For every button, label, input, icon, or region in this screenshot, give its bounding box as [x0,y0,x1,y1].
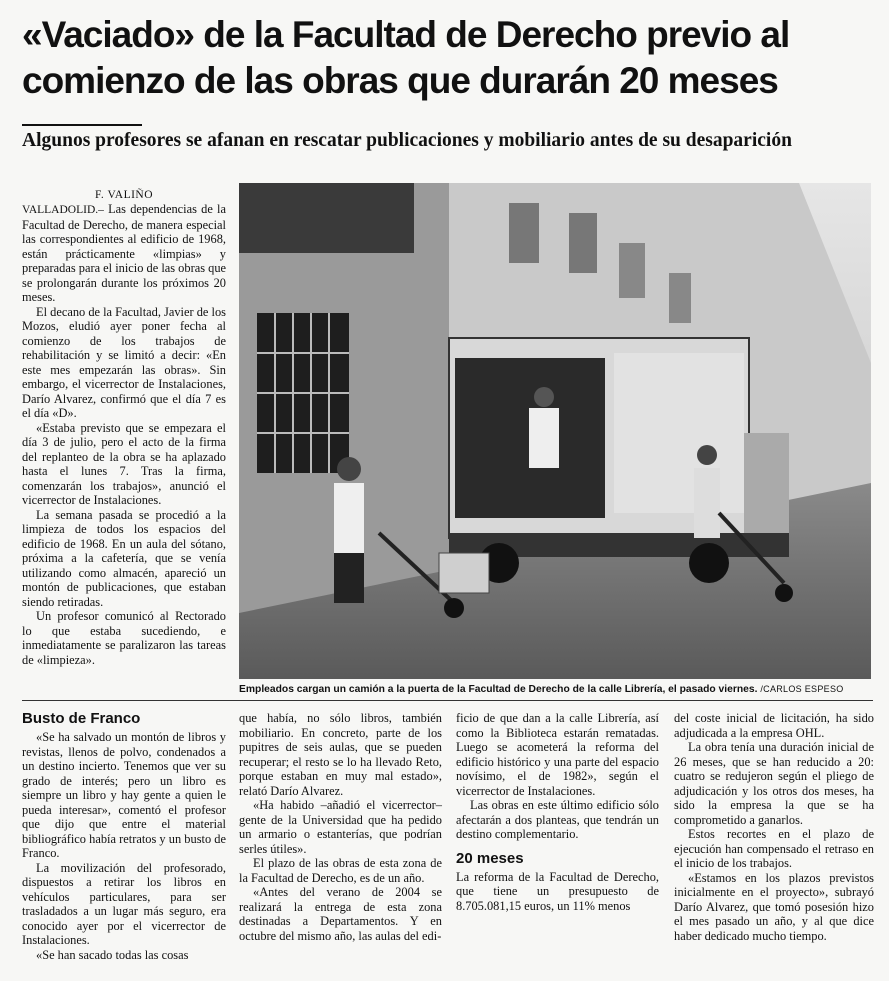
column-2 [239,711,442,943]
column-3 [456,711,659,913]
paragraph: «Se ha salvado un montón de libros y revistas, llenos de polvo, condenados a un destino incierto. Tenemos que ver su grado de interés; pero un libro es siempre un libro y hay gente a quien le pueda interesar», comentó el profesor que dijo que entre el material bibliográfico había retratos y un busto de Franco. [22,730,226,860]
paragraph: «Ha habido –añadió el vicerrector– gente de la Universidad que ha pedido un armario o estanterías, que podrían serles útiles». [239,798,442,856]
column-1-bottom [22,710,226,962]
column-4 [674,711,874,943]
paragraph: ficio de que dan a la calle Librería, así como la Biblioteca estarán rematadas. Luego se acometerá la reforma del edificio histórico y una parte del espacio novísimo, el de 1982», según el vicerrector de Instalaciones. [456,711,659,798]
news-photo [239,183,871,679]
paragraph: «Antes del verano de 2004 se realizará la entrega de esta zona destinadas a Departamentos. Y en octubre del mismo año, las aulas del edi- [239,885,442,943]
photo-caption [239,683,879,696]
subheadline: Algunos profesores se afanan en rescatar publicaciones y mobiliario antes de su desaparición [22,130,792,151]
lead-paragraph [22,202,226,305]
paragraph: La semana pasada se procedió a la limpieza de todos los espacios del edificio de 1968. En un aula del sótano, próxima a la cafetería, que se venía utilizando como almacén, apareció un montón de publicaciones, que estaban siendo retiradas. [22,507,226,609]
paragraph: «Estamos en los plazos previstos inicialmente en el proyecto», subrayó Darío Alvarez, que tomó posesión hizo el mes pasado un año, y al que dice haber dedicado mucho tiempo. [674,870,874,943]
section-heading: 20 meses [456,849,524,867]
photo-credit: /CARLOS ESPESO [760,684,844,694]
paragraph: del coste inicial de licitación, ha sido adjudicada a la empresa OHL. [674,711,874,740]
paragraph: La movilización del profesorado, dispuestos a retirar los libros en vehículos particulares, para ser trasladados a un lugar más seguro, era conocido ayer por el vicerrector de Instalaciones. [22,860,226,947]
paragraph: Las obras en este último edificio sólo afectarán a dos planteas, que tendrán un destino complementario. [456,798,659,841]
dateline: VALLADOLID.– [22,204,104,216]
byline: F. VALIÑO [94,189,154,201]
paragraph: Un profesor comunicó al Rectorado lo que estaba sucediendo, e inmediatamente se paralizaron las tareas de «limpieza». [22,609,226,667]
paragraph: Estos recortes en el plazo de ejecución han compensado el retraso en el inicio de los trabajos. [674,827,874,870]
divider [22,700,873,701]
paragraph: «Se han sacado todas las cosas [36,947,189,962]
paragraph: La obra tenía una duración inicial de 26 meses, que se han reducido a 20: cuatro se redujeron según el pliego de adjudicación y los otros dos meses, ha sido la empresa la que se ha comprometido a ganarlos. [674,740,874,827]
caption-text: Empleados cargan un camión a la puerta de la Facultad de Derecho de la calle Librería, el pasado viernes. [239,684,758,695]
section-heading: Busto de Franco [22,710,141,727]
paragraph: que había, no sólo libros, también mobiliario. En concreto, parte de los pupitres de seis aulas, que se pueden recuperar; el resto se lo ha llevado Reto, porque estaban en muy mal estado», relató Darío Alvarez. [239,711,442,798]
paragraph-text: Las dependencias de la Facultad de Derecho, de manera especial las correspondientes al edificio de 1968, están prácticamente «limpias» y preparadas para el inicio de las obras que se prolongarán durante los próximos 20 meses. [22,202,227,304]
paragraph: La reforma de la Facultad de Derecho, que tiene un presupuesto de 8.705.081,15 euros, un 11% menos [456,869,659,913]
subheadline-rule [22,124,142,126]
paragraph: El decano de la Facultad, Javier de los Mozos, eludió ayer poner fecha al comienzo de los trabajos de rehabilitación y se limitó a decir: «En este mes empezarán las obras». Sin embargo, el vicerrector de Instalaciones, Darío Alvarez, confirmó que el día 7 es el día «D». [22,304,226,420]
paragraph: «Estaba previsto que se empezara el día 3 de julio, pero el acto de la firma del replanteo de la obra se ha aplazado hasta el lunes 7. Tras la firma, comenzarán los trabajos», anunció el vicerrector de Instalaciones. [22,420,226,507]
paragraph: El plazo de las obras de esta zona de la Facultad de Derecho, es de un año. [239,856,442,885]
column-1-top [22,188,226,667]
headline: «Vaciado» de la Facultad de Derecho previo al comienzo de las obras que durarán 20 meses [22,14,790,101]
